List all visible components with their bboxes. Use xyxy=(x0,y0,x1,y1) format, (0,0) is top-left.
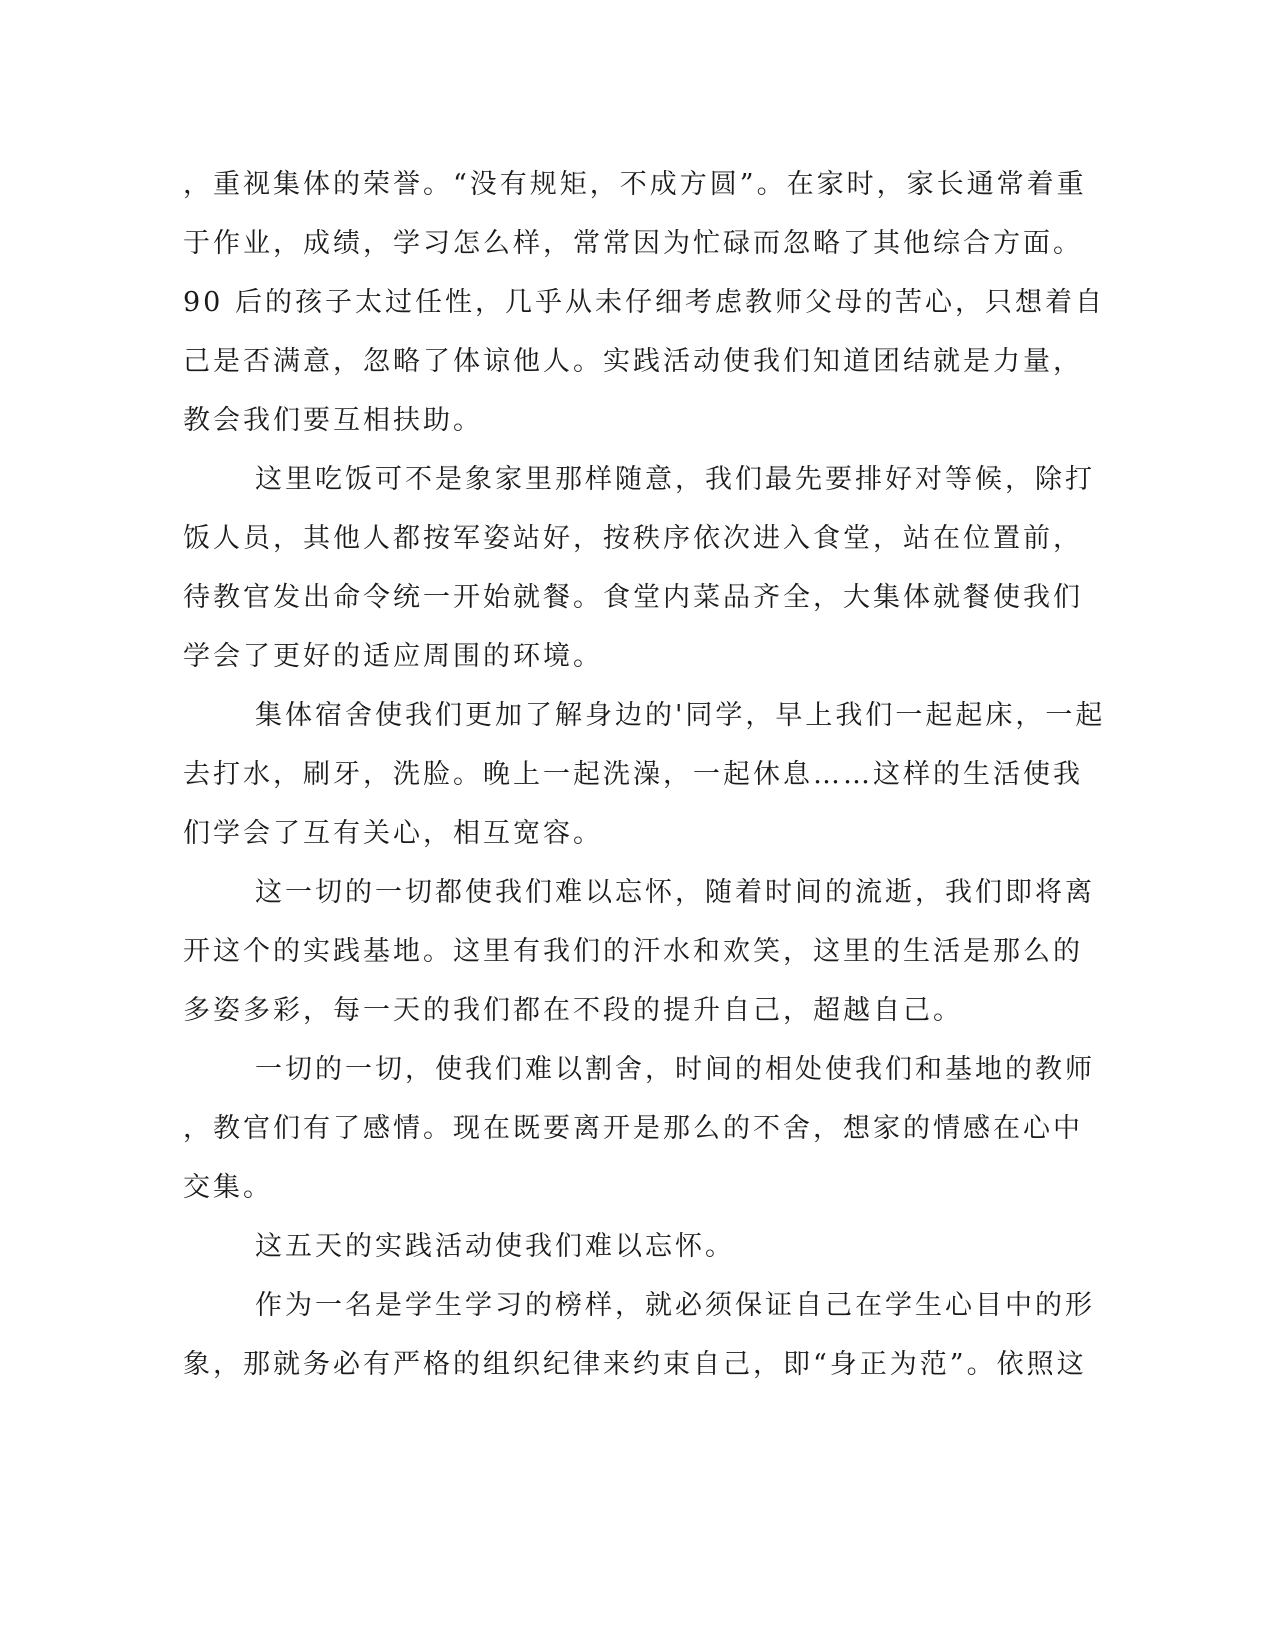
text-line: 象，那就务必有严格的组织纪律来约束自己，即“身正为范”。依照这 xyxy=(183,1349,1087,1380)
text-line: 们学会了互有关心，相互宽容。 xyxy=(183,818,603,849)
text-line: 去打水，刷牙，洗脸。晚上一起洗澡，一起休息……这样的生活使我 xyxy=(183,759,1083,790)
text-line: 90 后的孩子太过任性，几乎从未仔细考虑教师父母的苦心，只想着自 xyxy=(183,287,1105,318)
text-line: 待教官发出命令统一开始就餐。食堂内菜品齐全，大集体就餐使我们 xyxy=(183,582,1083,613)
text-line: 交集。 xyxy=(183,1172,273,1203)
text-line: 作为一名是学生学习的榜样，就必须保证自己在学生心目中的形 xyxy=(255,1290,1095,1321)
text-line: ，重视集体的荣誉。“没有规矩，不成方圆”。在家时，家长通常着重 xyxy=(183,169,1087,200)
text-line: 集体宿舍使我们更加了解身边的'同学，早上我们一起起床，一起 xyxy=(255,700,1106,731)
text-line: ，教官们有了感情。现在既要离开是那么的不舍，想家的情感在心中 xyxy=(183,1113,1083,1144)
text-line: 这五天的实践活动使我们难以忘怀。 xyxy=(255,1231,735,1262)
text-line: 学会了更好的适应周围的环境。 xyxy=(183,641,603,672)
text-line: 于作业，成绩，学习怎么样，常常因为忙碌而忽略了其他综合方面。 xyxy=(183,228,1083,259)
text-line: 己是否满意，忽略了体谅他人。实践活动使我们知道团结就是力量， xyxy=(183,346,1083,377)
text-line: 饭人员，其他人都按军姿站好，按秩序依次进入食堂，站在位置前， xyxy=(183,523,1083,554)
text-line: 多姿多彩，每一天的我们都在不段的提升自己，超越自己。 xyxy=(183,995,963,1026)
text-line: 开这个的实践基地。这里有我们的汗水和欢笑，这里的生活是那么的 xyxy=(183,936,1083,967)
text-line: 一切的一切，使我们难以割舍，时间的相处使我们和基地的教师 xyxy=(255,1054,1095,1085)
text-line: 教会我们要互相扶助。 xyxy=(183,405,483,436)
document-body xyxy=(183,155,1106,1394)
text-line: 这里吃饭可不是象家里那样随意，我们最先要排好对等候，除打 xyxy=(255,464,1095,495)
text-line: 这一切的一切都使我们难以忘怀，随着时间的流逝，我们即将离 xyxy=(255,877,1095,908)
